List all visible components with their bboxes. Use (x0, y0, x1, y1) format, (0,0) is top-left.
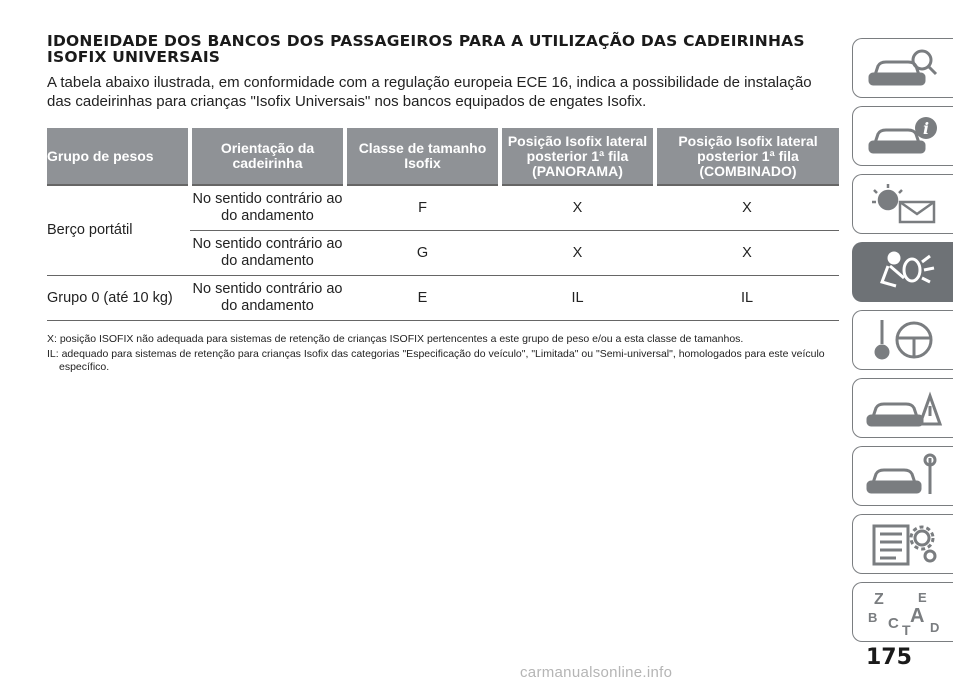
tab-key-steering[interactable] (852, 310, 953, 370)
car-emergency-icon (860, 384, 946, 432)
tab-airbag-seatbelt[interactable] (852, 242, 953, 302)
cell-panorama: X (500, 185, 655, 231)
airbag-seatbelt-icon (860, 248, 946, 296)
isofix-table (47, 128, 839, 321)
cell-orientation: No sentido contrário ao do andamento (190, 276, 345, 321)
cell-panorama: IL (500, 276, 655, 321)
header-panorama: Posição Isofix lateral posterior 1ª fila (PANORAMA) (500, 128, 655, 185)
car-info-icon (860, 112, 946, 160)
cell-size-class: E (345, 276, 500, 321)
alphabet-index-icon (860, 588, 946, 636)
tab-car-search[interactable] (852, 38, 953, 98)
cell-weight-group: Grupo 0 (até 10 kg) (47, 276, 190, 321)
page-number: 175 (866, 645, 912, 670)
header-combinado: Posição Isofix lateral posterior 1ª fila (COMBINADO) (655, 128, 839, 185)
cell-orientation: No sentido contrário ao do andamento (190, 185, 345, 231)
cell-combinado: X (655, 231, 839, 276)
index-letter: D (930, 620, 940, 635)
table-footnotes (47, 333, 827, 376)
page-title: IDONEIDADE DOS BANCOS DOS PASSAGEIROS PARA A UTILIZAÇÃO DAS CADEIRINHAS ISOFIX UNIVERSAIS (47, 32, 805, 66)
car-wrench-icon (860, 452, 946, 500)
tab-car-info[interactable] (852, 106, 953, 166)
table-row (47, 185, 839, 231)
index-letter: T (902, 622, 911, 636)
cell-weight-group: Berço portátil (47, 185, 190, 276)
index-letter: Z (874, 591, 884, 608)
chapter-tabs (852, 38, 960, 650)
index-letter: C (888, 615, 899, 632)
header-size-class: Classe de tamanho Isofix (345, 128, 500, 185)
index-letter: B (868, 610, 878, 625)
footnote-il: IL: adequado para sistemas de retenção para crianças Isofix das categorias "Especificação do veículo", "Limitada" ou "Semi-universal", homologados para este veículo específico. (47, 348, 825, 373)
cell-combinado: IL (655, 276, 839, 321)
key-steering-wheel-icon (860, 316, 946, 364)
watermark: carmanualsonline.info (520, 664, 673, 681)
index-letter: E (918, 590, 927, 605)
cell-panorama: X (500, 231, 655, 276)
cell-combinado: X (655, 185, 839, 231)
cell-size-class: G (345, 231, 500, 276)
index-letter: A (910, 605, 925, 627)
footnote-x: X: posição ISOFIX não adequada para sistemas de retenção de crianças ISOFIX pertencentes a este grupo de peso e/ou a esta classe de tamanhos. (47, 333, 744, 345)
tab-alphabet-index[interactable] (852, 582, 953, 642)
cell-orientation: No sentido contrário ao do andamento (190, 231, 345, 276)
header-orientation: Orientação da cadeirinha (190, 128, 345, 185)
intro-paragraph: A tabela abaixo ilustrada, em conformidade com a regulação europeia ECE 16, indica a possibilidade de instalação das cadeirinhas para crianças "Isofix Universais" nos bancos equipados de engates Isofix. (47, 74, 812, 110)
cell-size-class: F (345, 185, 500, 231)
table-header-row (47, 128, 839, 185)
header-weight-group: Grupo de pesos (47, 128, 190, 185)
warning-lights-icon (860, 180, 946, 228)
tab-warning-lights[interactable] (852, 174, 953, 234)
specs-gear-icon (860, 520, 946, 568)
tab-specs-gear[interactable] (852, 514, 953, 574)
table-row (47, 276, 839, 321)
tab-car-wrench[interactable] (852, 446, 953, 506)
car-search-icon (860, 44, 946, 92)
svg-text:i: i (922, 119, 930, 138)
tab-car-emergency[interactable] (852, 378, 953, 438)
